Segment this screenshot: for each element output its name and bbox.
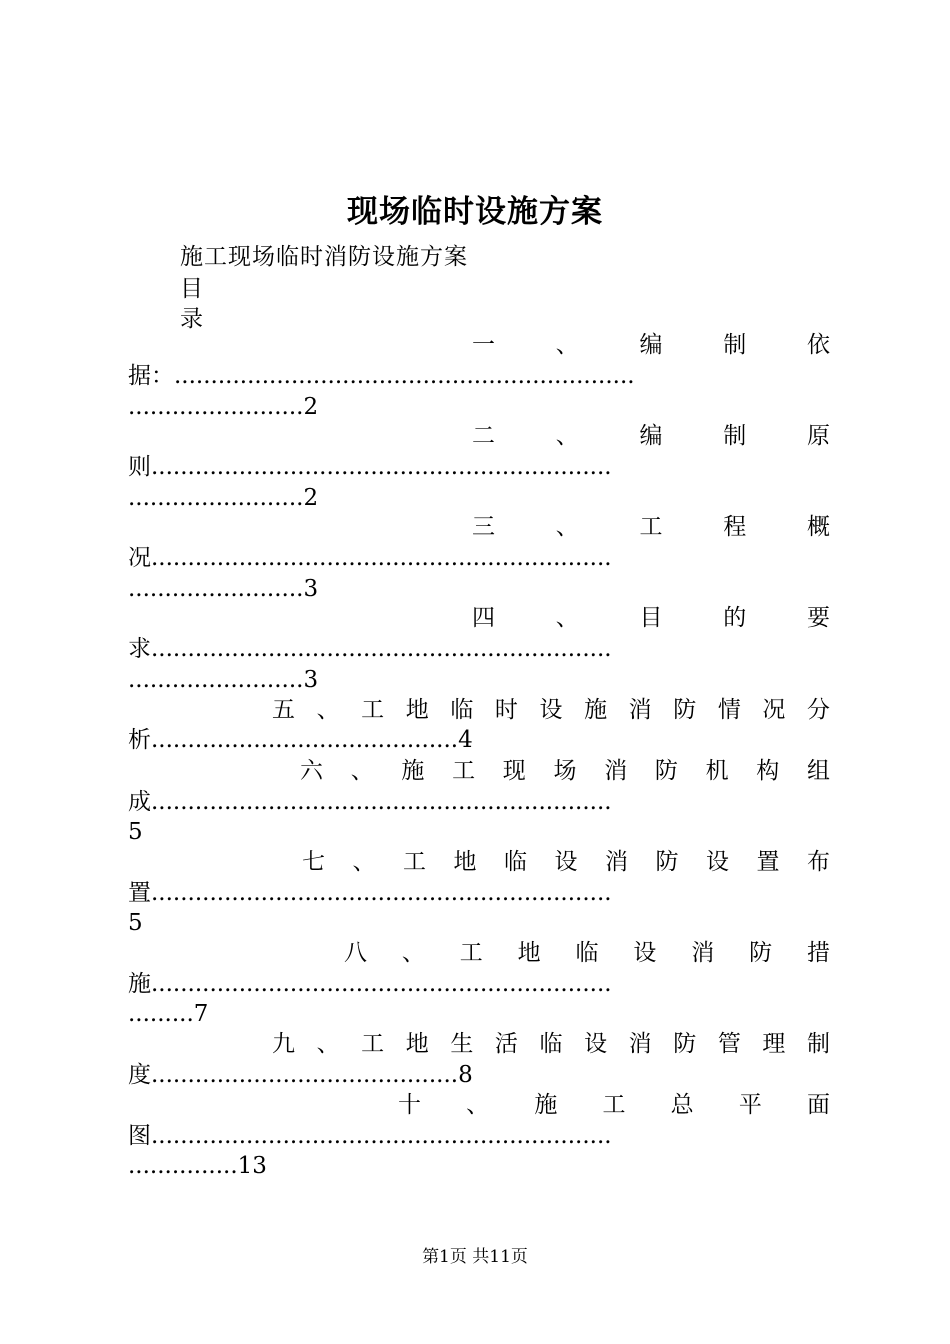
- toc-entry-1-head: 一 、 编 制 依: [472, 332, 830, 358]
- toc-entry-6-head: 六 、 施 工 现 场 消 防 机 构 组: [300, 758, 830, 784]
- toc-entry-7-dots: 置...............................................................: [128, 880, 612, 906]
- toc-label-2: 录: [180, 306, 203, 332]
- toc-label-1: 目: [180, 276, 203, 302]
- toc-entry-7-page: 5: [128, 910, 143, 936]
- toc-entry-4-page: ........................3: [128, 667, 319, 693]
- toc-entry-4-head: 四 、 目 的 要: [472, 605, 830, 631]
- toc-entry-3-page: ........................3: [128, 576, 319, 602]
- toc-entry-4-dots: 求...............................................................: [128, 636, 612, 662]
- toc-entry-1-dots: 据：...............................................................: [128, 363, 635, 389]
- toc-entry-2-page: ........................2: [128, 485, 319, 511]
- toc-entry-9-dots: 度..........................................8: [128, 1062, 473, 1088]
- toc-entry-8-head: 八 、 工 地 临 设 消 防 措: [344, 940, 830, 966]
- toc-entry-8-page: .........7: [128, 1001, 209, 1027]
- toc-entry-10-head: 十 、 施 工 总 平 面: [398, 1092, 830, 1118]
- page-footer: 第1页 共11页: [422, 1247, 528, 1267]
- toc-entry-5-dots: 析..........................................4: [128, 727, 473, 753]
- document-title: 现场临时设施方案: [347, 194, 603, 230]
- toc-entry-2-head: 二 、 编 制 原: [472, 423, 830, 449]
- toc-entry-1-page: ........................2: [128, 394, 319, 420]
- toc-entry-10-dots: 图...............................................................: [128, 1123, 612, 1149]
- toc-entry-10-page: ...............13: [128, 1153, 267, 1179]
- toc-entry-6-page: 5: [128, 819, 143, 845]
- toc-entry-2-dots: 则...............................................................: [128, 454, 612, 480]
- toc-entry-3-dots: 况...............................................................: [128, 545, 612, 571]
- toc-entry-5-head: 五 、 工 地 临 时 设 施 消 防 情 况 分: [272, 697, 830, 723]
- toc-entry-3-head: 三 、 工 程 概: [472, 514, 830, 540]
- toc-entry-8-dots: 施...............................................................: [128, 971, 612, 997]
- toc-entry-7-head: 七 、 工 地 临 设 消 防 设 置 布: [302, 849, 830, 875]
- toc-entry-9-head: 九 、 工 地 生 活 临 设 消 防 管 理 制: [272, 1031, 830, 1057]
- toc-entry-6-dots: 成...............................................................: [128, 789, 612, 815]
- document-subtitle: 施工现场临时消防设施方案: [180, 244, 468, 270]
